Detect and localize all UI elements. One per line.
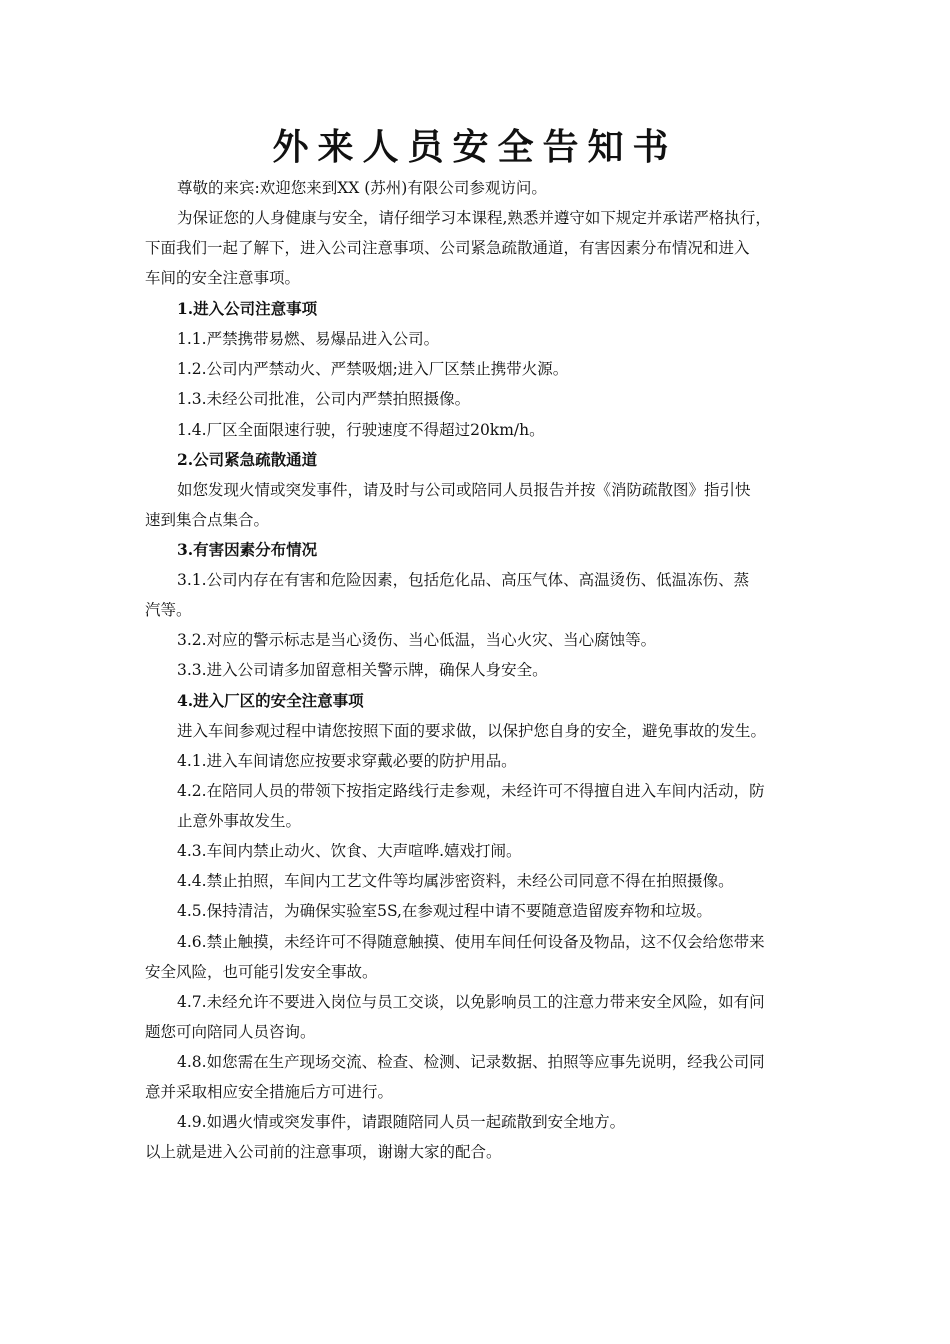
list-item: 4.6.禁止触摸，未经许可不得随意触摸、使用车间任何设备及物品，这不仅会给您带来 — [177, 933, 765, 951]
list-item-continuation: 止意外事故发生。 — [177, 812, 302, 830]
list-item: 4.9.如遇火情或突发事件，请跟随陪同人员一起疏散到安全地方。 — [177, 1113, 626, 1131]
list-item: 4.7.未经允许不要进入岗位与员工交谈，以免影响员工的注意力带来安全风险，如有问 — [177, 993, 765, 1011]
list-item-continuation: 题您可向陪同人员咨询。 — [145, 1023, 316, 1041]
list-item: 3.2.对应的警示标志是当心烫伤、当心低温，当心火灾、当心腐蚀等。 — [177, 631, 657, 649]
list-item: 1.1.严禁携带易燃、易爆品进入公司。 — [177, 330, 440, 348]
paragraph-line: 如您发现火情或突发事件，请及时与公司或陪同人员报告并按《消防疏散图》指引快 — [177, 481, 751, 499]
closing-line: 以上就是进入公司前的注意事项，谢谢大家的配合。 — [145, 1143, 502, 1161]
list-item: 1.3.未经公司批准，公司内严禁拍照摄像。 — [177, 390, 471, 408]
list-item: 4.3.车间内禁止动火、饮食、大声喧哗.嬉戏打闹。 — [177, 842, 522, 860]
list-item: 4.2.在陪同人员的带领下按指定路线行走参观，未经许可不得擅自进入车间内活动，防 — [177, 782, 765, 800]
greeting-line: 尊敬的来宾:欢迎您来到XX (苏州)有限公司参观访问。 — [177, 179, 547, 197]
list-item: 3.3.进入公司请多加留意相关警示牌，确保人身安全。 — [177, 661, 548, 679]
list-item: 3.1.公司内存在有害和危险因素，包括危化品、高压气体、高温烫伤、低温冻伤、蒸 — [177, 571, 750, 589]
list-item: 1.4.厂区全面限速行驶，行驶速度不得超过20km/h。 — [177, 421, 545, 439]
document-title: 外来人员安全告知书 — [272, 126, 678, 168]
list-item: 4.8.如您需在生产现场交流、检查、检测、记录数据、拍照等应事先说明，经我公司同 — [177, 1053, 765, 1071]
paragraph-line: 进入车间参观过程中请您按照下面的要求做，以保护您自身的安全，避免事故的发生。 — [177, 722, 767, 740]
section-heading-4: 4.进入厂区的安全注意事项 — [177, 691, 364, 710]
list-item-continuation: 汽等。 — [145, 601, 192, 619]
list-item-continuation: 意并采取相应安全措施后方可进行。 — [145, 1083, 394, 1101]
section-heading-1: 1.进入公司注意事项 — [177, 299, 318, 318]
list-item: 4.4.禁止拍照，车间内工艺文件等均属涉密资料，未经公司同意不得在拍照摄像。 — [177, 872, 734, 890]
intro-paragraph-line: 下面我们一起了解下，进入公司注意事项、公司紧急疏散通道，有害因素分布情况和进入 — [145, 239, 750, 257]
list-item: 4.1.进入车间请您应按要求穿戴必要的防护用品。 — [177, 752, 517, 770]
section-heading-3: 3.有害因素分布情况 — [177, 540, 318, 559]
intro-paragraph-line: 车间的安全注意事项。 — [145, 269, 301, 287]
list-item: 4.5.保持清洁，为确保实验室5S,在参观过程中请不要随意造留废弃物和垃圾。 — [177, 902, 712, 920]
list-item-continuation: 安全风险，也可能引发安全事故。 — [145, 963, 378, 981]
section-heading-2: 2.公司紧急疏散通道 — [177, 450, 318, 469]
list-item: 1.2.公司内严禁动火、严禁吸烟;进入厂区禁止携带火源。 — [177, 360, 569, 378]
paragraph-line: 速到集合点集合。 — [145, 511, 270, 529]
intro-paragraph-line: 为保证您的人身健康与安全，请仔细学习本课程,熟悉并遵守如下规定并承诺严格执行， — [177, 209, 771, 227]
